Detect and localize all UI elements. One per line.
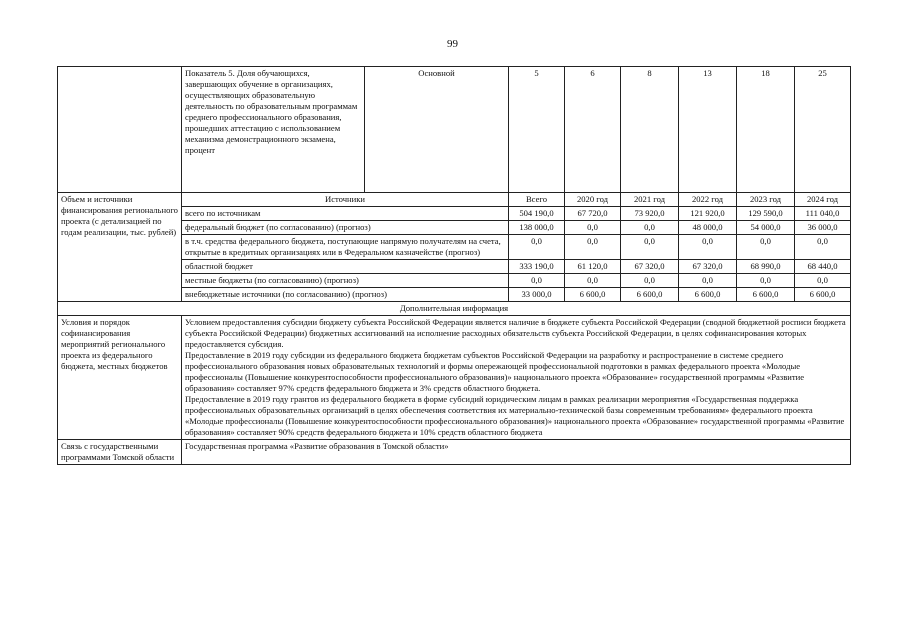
conditions-paragraph: Предоставление в 2019 году субсидии из федерального бюджета бюджетам субъектов Российской Федерации на разработку и распространение в системе среднего профессионального образования новых образовательных технологий и формы опережающей профессиональной подготовки в рамках федерального проекта «Молодые профессионалы (Повышение конкурентоспособности профессионального образования)» национального проекта «Образование» государственной программы «Развитие образования» составляет 97% средств федерального бюджета и 3% средств областного бюджета. bbox=[185, 350, 805, 393]
page-number: 99 bbox=[447, 38, 458, 50]
indicator-value: 18 bbox=[737, 67, 795, 193]
conditions-paragraph: Предоставление в 2019 году грантов из федерального бюджета в форме субсидий юридическим лицам в рамках реализации мероприятия «Государственная поддержка профессиональных образовательных организаций в целях обеспечения соответствия их материально-технической базы современным требованиям» федерального проекта «Молодые профессионалы (Повышение конкурентоспособности профессионального образования)» национального проекта «Образование» государственной программы «Развитие образования» составляет 90% средств федерального бюджета и 10% средств областного бюджета bbox=[185, 394, 845, 437]
amount-cell: 6 600,0 bbox=[737, 288, 795, 302]
amount-cell: 138 000,0 bbox=[509, 221, 565, 235]
amount-cell: 0,0 bbox=[621, 274, 679, 288]
amount-cell: 121 920,0 bbox=[679, 207, 737, 221]
additional-info-row bbox=[58, 302, 851, 316]
column-header: Всего bbox=[509, 193, 565, 207]
indicator-value: 13 bbox=[679, 67, 737, 193]
additional-info-header: Дополнительная информация bbox=[58, 302, 851, 316]
conditions-paragraph: Условием предоставления субсидии бюджету субъекта Российской Федерации является наличие в бюджете субъекта Российской Федерации (сводной бюджетной росписи бюджета субъекта Российской Федерации) бюджетных ассигнований на исполнение расходных обязательств субъекта Российской Федерации, в целях софинансирования которых предоставляется субсидия. bbox=[185, 317, 846, 349]
amount-cell: 67 320,0 bbox=[679, 260, 737, 274]
conditions-text bbox=[182, 316, 851, 440]
column-header: 2021 год bbox=[621, 193, 679, 207]
source-name: федеральный бюджет (по согласованию) (прогноз) bbox=[182, 221, 509, 235]
amount-cell: 67 320,0 bbox=[621, 260, 679, 274]
indicator-empty-cell bbox=[58, 67, 182, 193]
amount-cell: 0,0 bbox=[737, 235, 795, 260]
column-header: 2022 год bbox=[679, 193, 737, 207]
source-name: внебюджетные источники (по согласованию) (прогноз) bbox=[182, 288, 509, 302]
amount-cell: 0,0 bbox=[509, 274, 565, 288]
amount-cell: 67 720,0 bbox=[565, 207, 621, 221]
conditions-row bbox=[58, 316, 851, 440]
column-header: 2023 год bbox=[737, 193, 795, 207]
passport-table bbox=[57, 66, 851, 465]
amount-cell: 0,0 bbox=[565, 274, 621, 288]
amount-cell: 33 000,0 bbox=[509, 288, 565, 302]
amount-cell: 0,0 bbox=[565, 221, 621, 235]
amount-cell: 54 000,0 bbox=[737, 221, 795, 235]
amount-cell: 0,0 bbox=[509, 235, 565, 260]
column-header: 2020 год bbox=[565, 193, 621, 207]
conditions-label: Условия и порядок софинансирования мероприятий регионального проекта из федерального бюджета, местных бюджетов bbox=[58, 316, 182, 440]
amount-cell: 0,0 bbox=[679, 274, 737, 288]
amount-cell: 0,0 bbox=[737, 274, 795, 288]
indicator-name: Показатель 5. Доля обучающихся, завершающих обучение в организациях, осуществляющих образовательную деятельность по образовательным программам среднего профессионального образования, прошедших аттестацию с использованием механизма демонстрационного экзамена, процент bbox=[182, 67, 365, 193]
amount-cell: 0,0 bbox=[621, 235, 679, 260]
amount-cell: 0,0 bbox=[795, 274, 851, 288]
indicator-value: 5 bbox=[509, 67, 565, 193]
amount-cell: 129 590,0 bbox=[737, 207, 795, 221]
source-name: всего по источникам bbox=[182, 207, 509, 221]
amount-cell: 6 600,0 bbox=[679, 288, 737, 302]
indicator-type: Основной bbox=[365, 67, 509, 193]
indicator-row bbox=[58, 67, 851, 193]
amount-cell: 0,0 bbox=[795, 235, 851, 260]
financing-label: Объем и источники финансирования регионального проекта (с детализацией по годам реализации, тыс. рублей) bbox=[58, 193, 182, 302]
source-name: в т.ч. средства федерального бюджета, поступающие напрямую получателям на счета, открытые в кредитных организациях или в Федеральном казначействе (прогноз) bbox=[182, 235, 509, 260]
financing-header-row bbox=[58, 193, 851, 207]
amount-cell: 0,0 bbox=[565, 235, 621, 260]
amount-cell: 73 920,0 bbox=[621, 207, 679, 221]
amount-cell: 504 190,0 bbox=[509, 207, 565, 221]
indicator-value: 8 bbox=[621, 67, 679, 193]
relation-label: Связь с государственными программами Томской области bbox=[58, 440, 182, 465]
amount-cell: 6 600,0 bbox=[621, 288, 679, 302]
amount-cell: 68 440,0 bbox=[795, 260, 851, 274]
column-header: 2024 год bbox=[795, 193, 851, 207]
amount-cell: 6 600,0 bbox=[565, 288, 621, 302]
amount-cell: 6 600,0 bbox=[795, 288, 851, 302]
amount-cell: 111 040,0 bbox=[795, 207, 851, 221]
source-name: областной бюджет bbox=[182, 260, 509, 274]
amount-cell: 0,0 bbox=[679, 235, 737, 260]
amount-cell: 0,0 bbox=[621, 221, 679, 235]
amount-cell: 68 990,0 bbox=[737, 260, 795, 274]
relation-row bbox=[58, 440, 851, 465]
amount-cell: 48 000,0 bbox=[679, 221, 737, 235]
source-name: местные бюджеты (по согласованию) (прогноз) bbox=[182, 274, 509, 288]
sources-header: Источники bbox=[182, 193, 509, 207]
indicator-value: 25 bbox=[795, 67, 851, 193]
amount-cell: 36 000,0 bbox=[795, 221, 851, 235]
amount-cell: 61 120,0 bbox=[565, 260, 621, 274]
indicator-value: 6 bbox=[565, 67, 621, 193]
amount-cell: 333 190,0 bbox=[509, 260, 565, 274]
relation-value: Государственная программа «Развитие образования в Томской области» bbox=[182, 440, 851, 465]
